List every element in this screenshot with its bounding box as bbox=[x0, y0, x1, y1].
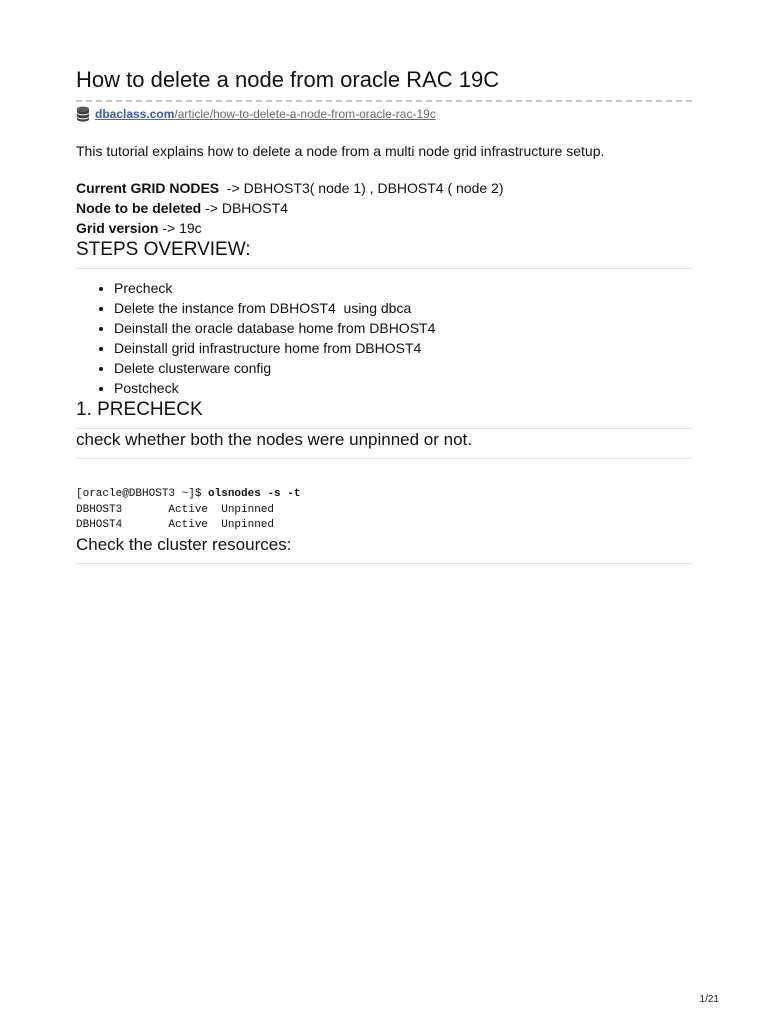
intro-paragraph: This tutorial explains how to delete a node from a multi node grid infrastructure setup. bbox=[76, 143, 605, 159]
list-item: • Precheck bbox=[114, 278, 692, 298]
article-page bbox=[76, 66, 692, 564]
meta-label: Grid version bbox=[76, 220, 159, 236]
source-path: /article/how-to-delete-a-node-from-oracle-rac-19c bbox=[174, 107, 436, 121]
steps-overview-heading: STEPS OVERVIEW: bbox=[76, 238, 692, 269]
meta-grid-version bbox=[76, 218, 692, 238]
article-title: How to delete a node from oracle RAC 19C bbox=[76, 67, 500, 92]
source-domain: dbaclass.com bbox=[95, 107, 175, 121]
cluster-resources-heading: Check the cluster resources: bbox=[76, 534, 692, 564]
code-output-line: DBHOST3 Active Unpinned bbox=[76, 503, 275, 516]
code-command: olsnodes -s -t bbox=[208, 488, 301, 500]
meta-label: Node to be deleted bbox=[76, 200, 202, 216]
code-block bbox=[76, 487, 692, 534]
unpinned-check-heading: check whether both the nodes were unpinned or not. bbox=[76, 429, 692, 459]
list-item: • Deinstall grid infrastructure home from DBHOST4 bbox=[114, 338, 692, 358]
source-link[interactable] bbox=[95, 106, 436, 122]
database-icon bbox=[76, 106, 90, 122]
list-item: • Deinstall the oracle database home from DBHOST4 bbox=[114, 318, 692, 338]
source-link-row bbox=[76, 106, 692, 122]
meta-value: -> 19c bbox=[158, 220, 202, 236]
precheck-heading: 1. PRECHECK bbox=[76, 398, 692, 429]
meta-value: -> DBHOST3( node 1) , DBHOST4 ( node 2) bbox=[219, 180, 504, 196]
meta-value: -> DBHOST4 bbox=[201, 200, 288, 216]
list-item: • Delete clusterware config bbox=[114, 358, 692, 378]
list-item: • Delete the instance from DBHOST4 using dbca bbox=[114, 298, 692, 318]
list-item: • Postcheck bbox=[114, 378, 692, 398]
meta-label: Current GRID NODES bbox=[76, 180, 220, 196]
meta-node-to-delete bbox=[76, 198, 692, 218]
node-info bbox=[76, 178, 692, 238]
code-output-line: DBHOST4 Active Unpinned bbox=[76, 519, 275, 531]
title-divider bbox=[76, 100, 692, 102]
page-number: 1/21 bbox=[699, 994, 719, 1005]
steps-list bbox=[76, 278, 692, 398]
meta-current-grid-nodes bbox=[76, 178, 692, 198]
code-prompt: [oracle@DBHOST3 ~]$ bbox=[76, 488, 209, 500]
